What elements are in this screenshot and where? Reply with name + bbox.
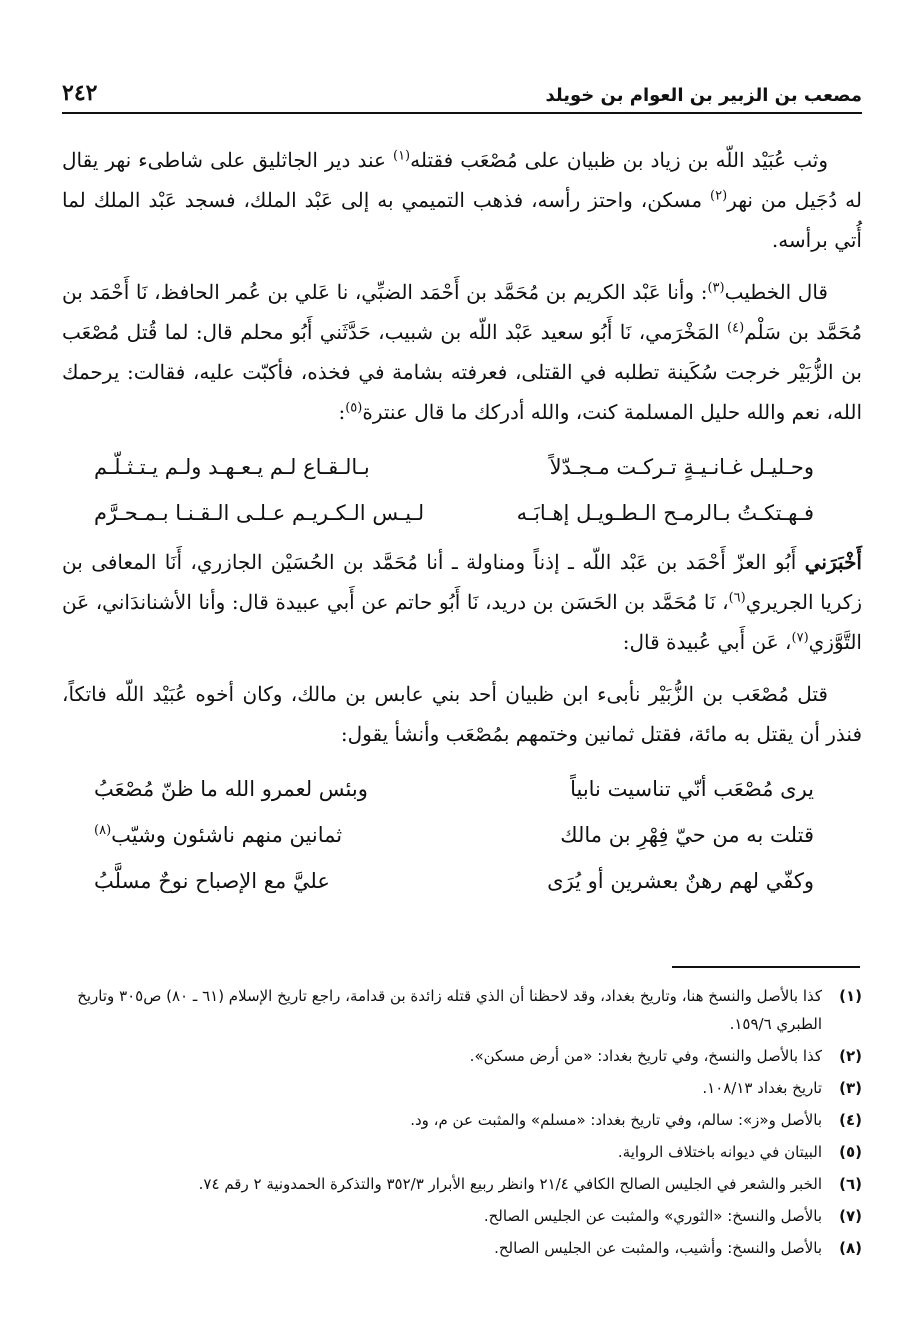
paragraph-text: أَبُو العزّ أَحْمَد بن عَبْد اللّه ـ إذناً ومناولة ـ أنا مُحَمَّد بن الحُسَيْن الجازري، أَنَا المعافى بن زكريا الجريري xyxy=(62,550,862,614)
verse-second-hemistich: بـالـقـاع لـم يـعـهـد ولـم يـتـثـلّـم xyxy=(94,455,370,479)
verse-first-hemistich: فـهـتكـتُ بـالرمـح الـطـويـل إهـابَـه xyxy=(516,501,814,525)
footnote-number: (٣) xyxy=(839,1079,862,1097)
footnotes xyxy=(62,982,862,1266)
verse-second-hemistich xyxy=(94,815,342,855)
footnote-number: (٢) xyxy=(839,1047,862,1065)
footnote-number: (٨) xyxy=(839,1239,862,1257)
footnote-reference: (٨) xyxy=(94,823,112,838)
poem-verses-2 xyxy=(62,766,862,904)
footnote xyxy=(62,1106,862,1134)
verse-first-hemistich: قتلت به من حيّ فِهْرِ بن مالك xyxy=(560,823,814,847)
footnote-text: بالأصل و«ز»: سالم، وفي تاريخ بغداد: «مسلم» والمثبت عن م، ود. xyxy=(410,1111,822,1129)
verse-second-hemistich xyxy=(94,861,330,901)
paragraph-text: ، نَا مُحَمَّد بن الحَسَن بن دريد، نَا أَبُو حاتم عن أَبي عبيدة قال: وأنا الأشناندَاني، عَن التَّوَّزي xyxy=(62,590,862,654)
footnote-number: (١) xyxy=(839,987,862,1005)
footnote-text: تاريخ بغداد ١٠٨/١٣. xyxy=(702,1079,822,1097)
paragraph-text: قتل مُصْعَب بن الزُّبَيْر نأبىء ابن ظبيان أحد بني عابس بن مالك، وكان أخوه عُبَيْد اللّه فاتكاً، فنذر أن يقتل به مائة، فقتل ثمانين وختمهم بمُصْعَب وأنشأ يقول: xyxy=(62,682,862,746)
footnote-number: (٤) xyxy=(839,1111,862,1129)
verse-line xyxy=(62,444,862,490)
paragraph-3 xyxy=(62,542,862,662)
poem-verses-1 xyxy=(62,444,862,536)
footnote-reference: (٧) xyxy=(791,630,809,646)
footnote-number: (٦) xyxy=(839,1175,862,1193)
footnote-text: الخبر والشعر في الجليس الصالح الكافي ٢١/٤ وانظر ربيع الأبرار ٣٥٢/٣ والتذكرة الحمدونية ٢ رقم ٧٤. xyxy=(198,1175,822,1193)
footnote xyxy=(62,1170,862,1198)
footnote xyxy=(62,982,862,1038)
verse-first-hemistich: وكفّي لهم رهنٌ بعشرين أو يُرَى xyxy=(547,869,814,893)
paragraph-text: : xyxy=(338,400,346,424)
footnote-text: كذا بالأصل والنسخ، وفي تاريخ بغداد: «من أرض مسكن». xyxy=(469,1047,822,1065)
paragraph-text: ، عَن أَبي عُبيدة قال: xyxy=(622,630,792,654)
footnote-reference: (٥) xyxy=(345,400,363,416)
footnote-text: البيتان في ديوانه باختلاف الرواية. xyxy=(617,1143,822,1161)
paragraph-text: عند دير الجاثليق على شاطىء نهر يقال له دُجَيل من نهر xyxy=(62,148,863,212)
footnote-separator xyxy=(672,966,860,968)
paragraph-1 xyxy=(62,140,862,260)
footnote-text: بالأصل والنسخ: وأشيب، والمثبت عن الجليس الصالح. xyxy=(494,1239,822,1257)
paragraph-text: : وأنا عَبْد الكريم بن مُحَمَّد بن أَحْمَد الضبِّي، نا عَلي بن عُمر الحافظ، نَا أَحْمَد بن مُحَمَّد بن سَلْم xyxy=(62,280,862,344)
footnote-reference: (٦) xyxy=(728,590,746,606)
footnote-reference: (٣) xyxy=(707,280,725,296)
verse-first-hemistich: وحـليـل غـانـيـةٍ تـركـت مـجـدّلاً xyxy=(549,455,814,479)
footnote xyxy=(62,1138,862,1166)
page-number: ٢٤٢ xyxy=(62,80,98,106)
verse-line xyxy=(62,812,862,858)
verse-first-hemistich: يرى مُصْعَب أنّي تناسيت نابياً xyxy=(570,777,814,801)
footnote xyxy=(62,1234,862,1262)
verse-second-hemistich: لـيـس الـكـريـم عـلـى الـقـنـا بـمـحـرَّم xyxy=(94,501,425,525)
verse-text: ثمانين منهم ناشئون وشيّب xyxy=(111,823,343,847)
verse-text: عليَّ مع الإصباح نوحٌ مسلَّبُ xyxy=(94,869,330,893)
footnote-reference: (٢) xyxy=(710,188,728,204)
footnote-reference: (١) xyxy=(392,148,411,164)
footnote-number: (٥) xyxy=(839,1143,862,1161)
paragraph-text: مسكن، واحتز رأسه، فذهب التميمي به إلى عَبْد الملك، فسجد عَبْد الملك لما أُتي برأسه. xyxy=(62,188,862,252)
verse-text: وبئس لعمرو الله ما ظنّ مُصْعَبُ xyxy=(94,777,368,801)
paragraph-text: قال الخطيب xyxy=(724,280,828,304)
footnote-number: (٧) xyxy=(839,1207,862,1225)
running-title: مصعب بن الزبير بن العوام بن خويلد xyxy=(545,85,862,106)
paragraph-4 xyxy=(62,674,862,754)
footnote-text: بالأصل والنسخ: «الثوري» والمثبت عن الجليس الصالح. xyxy=(483,1207,822,1225)
main-text xyxy=(62,140,862,910)
page-header xyxy=(62,70,862,114)
footnote xyxy=(62,1202,862,1230)
footnote xyxy=(62,1042,862,1070)
paragraph-text: وثب عُبَيْد اللّه بن زياد بن ظبيان على مُصْعَب فقتله xyxy=(410,148,829,172)
verse-line xyxy=(62,858,862,904)
footnote-text: كذا بالأصل والنسخ هنا، وتاريخ بغداد، وقد لاحظنا أن الذي قتله زائدة بن قدامة، راجع تاريخ الإسلام (٦١ ـ ٨٠) ص٣٠٥ وتاريخ الطبري ١٥٩/٦. xyxy=(77,987,822,1033)
paragraph-text: المَخْرَمي، نَا أَبُو سعيد عَبْد اللّه بن شبيب، حَدَّثَني أَبُو محلم قال: لما قُتل مُصْعَب بن الزُّبَيْر خرجت سُكَينة تطلبه في القتلى، فعرفته بشامة في فخذه، فأكبّت عليه، فقالت: يرحمك الله، نعم والله حليل المسلمة كنت، والله أدركك ما قال عنترة xyxy=(62,320,862,424)
paragraph-lead-word: أَخْبَرَني xyxy=(804,550,862,574)
verse-second-hemistich xyxy=(94,769,368,809)
verse-line xyxy=(62,766,862,812)
footnote-reference: (٤) xyxy=(727,320,745,336)
verse-line xyxy=(62,490,862,536)
paragraph-2 xyxy=(62,272,862,432)
footnote xyxy=(62,1074,862,1102)
